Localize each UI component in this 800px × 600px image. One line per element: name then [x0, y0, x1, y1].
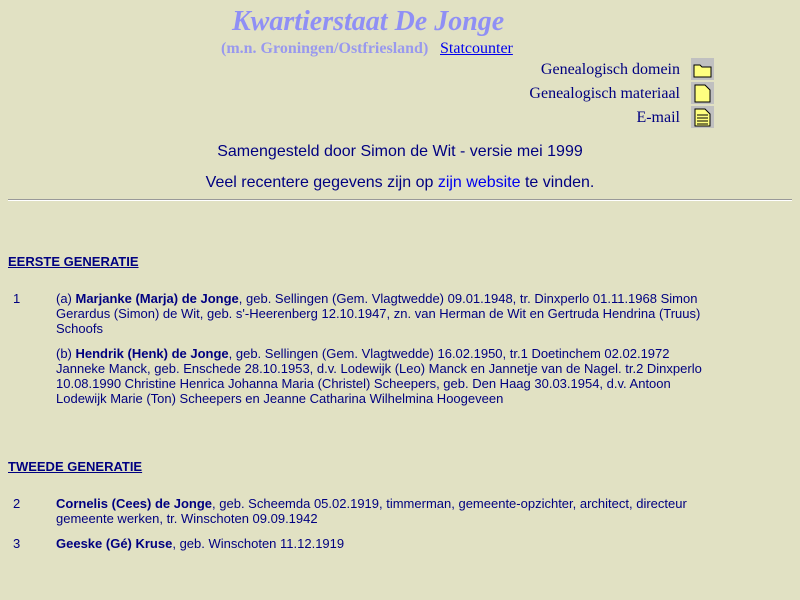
nav-link-materiaal[interactable]: Genealogisch materiaal — [529, 85, 680, 102]
document-icon[interactable] — [691, 82, 714, 104]
folder-icon[interactable] — [691, 58, 714, 80]
entry-text: Cornelis (Cees) de Jonge, geb. Scheemda 05.02.1919, timmerman, gemeente-opzichter, architect, directeur gemeente werken, tr. Winschoten 09.09.1942 — [56, 496, 687, 526]
entry-text: Geeske (Gé) Kruse, geb. Winschoten 11.12.1919 — [56, 536, 345, 551]
entry-number: 1 — [13, 291, 21, 306]
generation-heading[interactable]: EERSTE GENERATIE — [8, 254, 139, 269]
generation-heading[interactable]: TWEEDE GENERATIE — [8, 459, 143, 474]
text-document-icon[interactable] — [691, 106, 714, 128]
author-line: Samengesteld door Simon de Wit - versie mei 1999 — [217, 143, 583, 160]
entry-text: (b) Hendrik (Henk) de Jonge, geb. Sellingen (Gem. Vlagtwedde) 16.02.1950, tr.1 Doetinchem 02.02.1972 Janneke Manck, geb. Enschede 28.10.1953, d.v. Lodewijk (Leo) Manck en Jannetje van de Nagel. tr.2 Dinxperlo 10.08.1990 Christine Henrica Johanna Maria (Christel) Scheepers, geb. Den Haag 30.03.1954, d.v. Antoon Lodewijk Marie (Ton) Scheepers en Jeanne Catharina Wilhelmina Hoogeveen — [56, 346, 702, 406]
page-title: Kwartierstaat De Jonge — [232, 6, 505, 37]
statcounter-link[interactable]: Statcounter — [440, 40, 513, 57]
website-text-end: te vinden. — [520, 174, 595, 191]
website-link[interactable]: zijn website — [437, 174, 521, 191]
divider — [8, 199, 792, 201]
nav-link-email[interactable]: E-mail — [636, 109, 680, 126]
subtitle: (m.n. Groningen/Ostfriesland) — [221, 40, 429, 57]
entry-number: 2 — [13, 496, 21, 511]
website-line — [0, 174, 800, 192]
nav-link-domein[interactable]: Genealogisch domein — [540, 61, 680, 78]
entry-text: (a) Marjanke (Marja) de Jonge, geb. Sellingen (Gem. Vlagtwedde) 09.01.1948, tr. Dinxperlo 01.11.1968 Simon Gerardus (Simon) de Wit, geb. s'-Heerenberg 12.10.1947, zn. van Herman de Wit en Gertruda Hendrina (Truus) Schoofs — [56, 291, 701, 336]
entry-number: 3 — [13, 536, 21, 551]
website-text: Veel recentere gegevens zijn op — [205, 174, 438, 191]
